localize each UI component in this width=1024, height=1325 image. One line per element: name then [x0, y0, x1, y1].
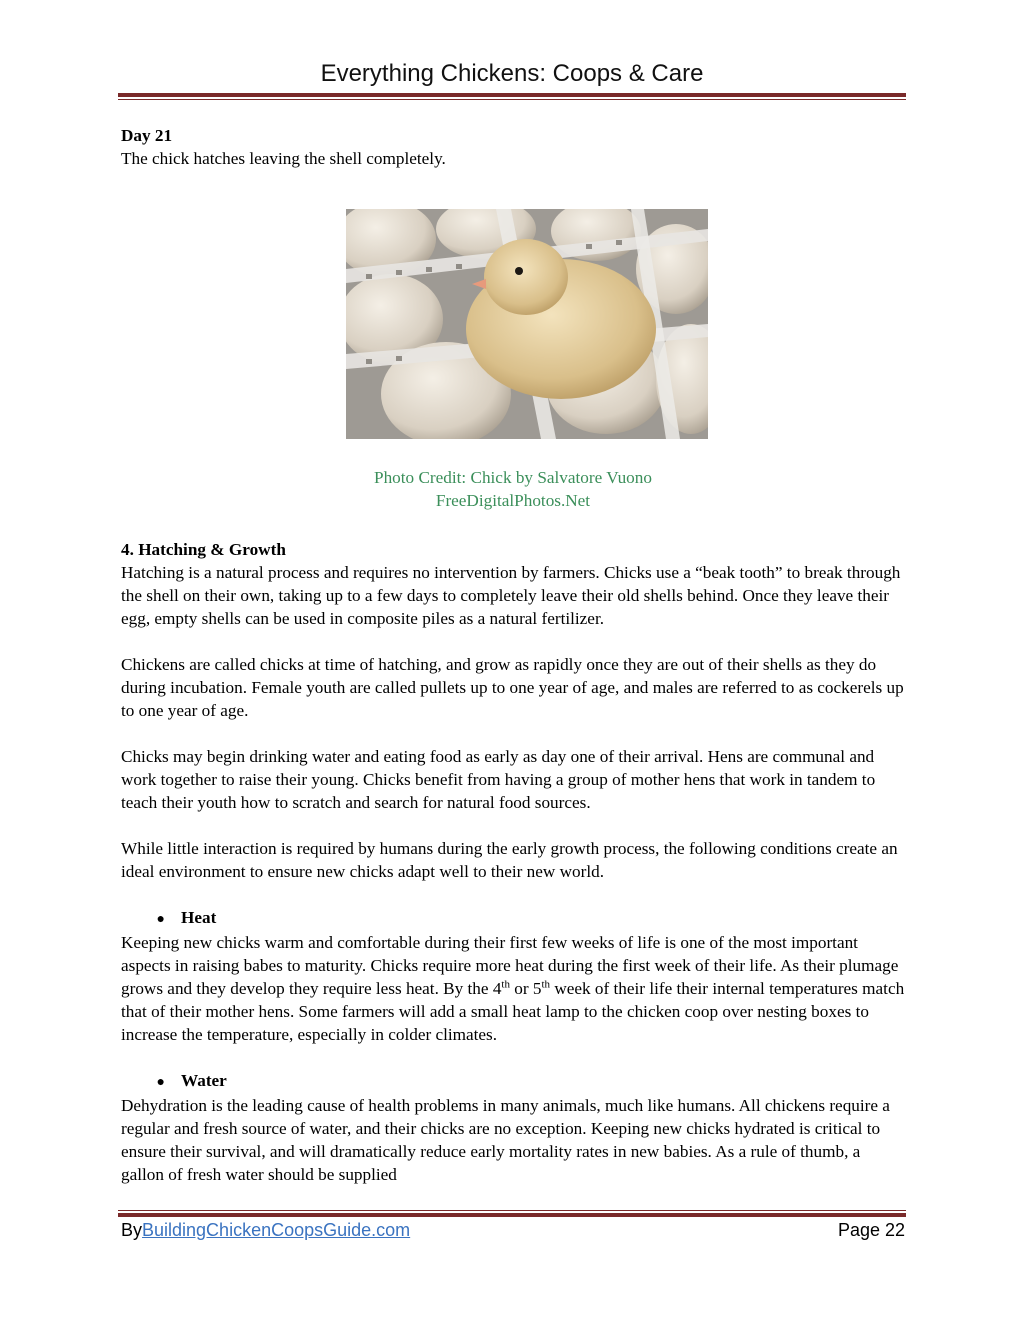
- section-paragraph-4: While little interaction is required by humans during the early growth process, the following conditions create an ideal environment to ensure new chicks adapt well to their new world.: [121, 839, 898, 881]
- heat-heading: Heat: [181, 908, 217, 927]
- section-heading: 4. Hatching & Growth: [121, 540, 286, 559]
- footer-divider: [118, 1210, 906, 1217]
- photo-caption-line1: Photo Credit: Chick by Salvatore Vuono: [374, 468, 652, 487]
- section-paragraph-1: Hatching is a natural process and requires no intervention by farmers. Chicks use a “beak tooth” to break through the shell on their own, taking up to a few days to completely leave their old shells behind. Once they leave their egg, empty shells can be used in composite piles as a natural fertilizer.: [121, 563, 901, 628]
- bullet-dot-icon: ●: [156, 1075, 165, 1090]
- page-header-title: Everything Chickens: Coops & Care: [320, 60, 704, 87]
- heat-paragraph: Keeping new chicks warm and comfortable during their first few weeks of life is one of the most important aspects in raising babes to maturity. Chicks require more heat during the first week of their life. As their plumage grows and they develop they require less heat. By the 4th or 5th week of their life their internal temperatures match that of their mother hens. Some farmers will add a small heat lamp to the chicken coop over nesting boxes to increase the temperature, especially in colder climates.: [121, 933, 905, 1044]
- page-number: Page 22: [837, 1220, 905, 1240]
- header-divider: [118, 93, 906, 100]
- footer-site-link[interactable]: BuildingChickenCoopsGuide.com: [142, 1220, 411, 1240]
- page-footer: [121, 1220, 905, 1241]
- heat-bullet: [121, 906, 905, 931]
- day-text: The chick hatches leaving the shell completely.: [121, 149, 446, 168]
- footer-credit: ByBuildingChickenCoopsGuide.com: [121, 1220, 411, 1240]
- section-paragraph-2: Chickens are called chicks at time of hatching, and grow as rapidly once they are out of their shells as they do during incubation. Female youth are called pullets up to one year of age, and males are referred to as cockerels up to one year of age.: [121, 655, 904, 720]
- chick-photo: [346, 209, 708, 439]
- section-paragraph-3: Chicks may begin drinking water and eating food as early as day one of their arrival. Hens are communal and work together to raise their young. Chicks benefit from having a group of mother hens that work in tandem to teach their youth how to scratch and search for natural food sources.: [121, 747, 876, 812]
- water-paragraph: Dehydration is the leading cause of health problems in many animals, much like humans. All chickens require a regular and fresh source of water, and their chicks are no exception. Keeping new chicks hydrated is critical to ensure their survival, and will dramatically reduce early mortality rates in new babies. As a rule of thumb, a gallon of fresh water should be supplied: [121, 1096, 890, 1184]
- water-heading: Water: [181, 1071, 227, 1090]
- chick-figure: [121, 170, 905, 510]
- photo-caption-line2: FreeDigitalPhotos.Net: [435, 491, 591, 510]
- day-heading: Day 21: [121, 126, 173, 145]
- bullet-dot-icon: ●: [156, 912, 165, 927]
- page-body: [121, 124, 905, 1186]
- water-bullet: [121, 1069, 905, 1094]
